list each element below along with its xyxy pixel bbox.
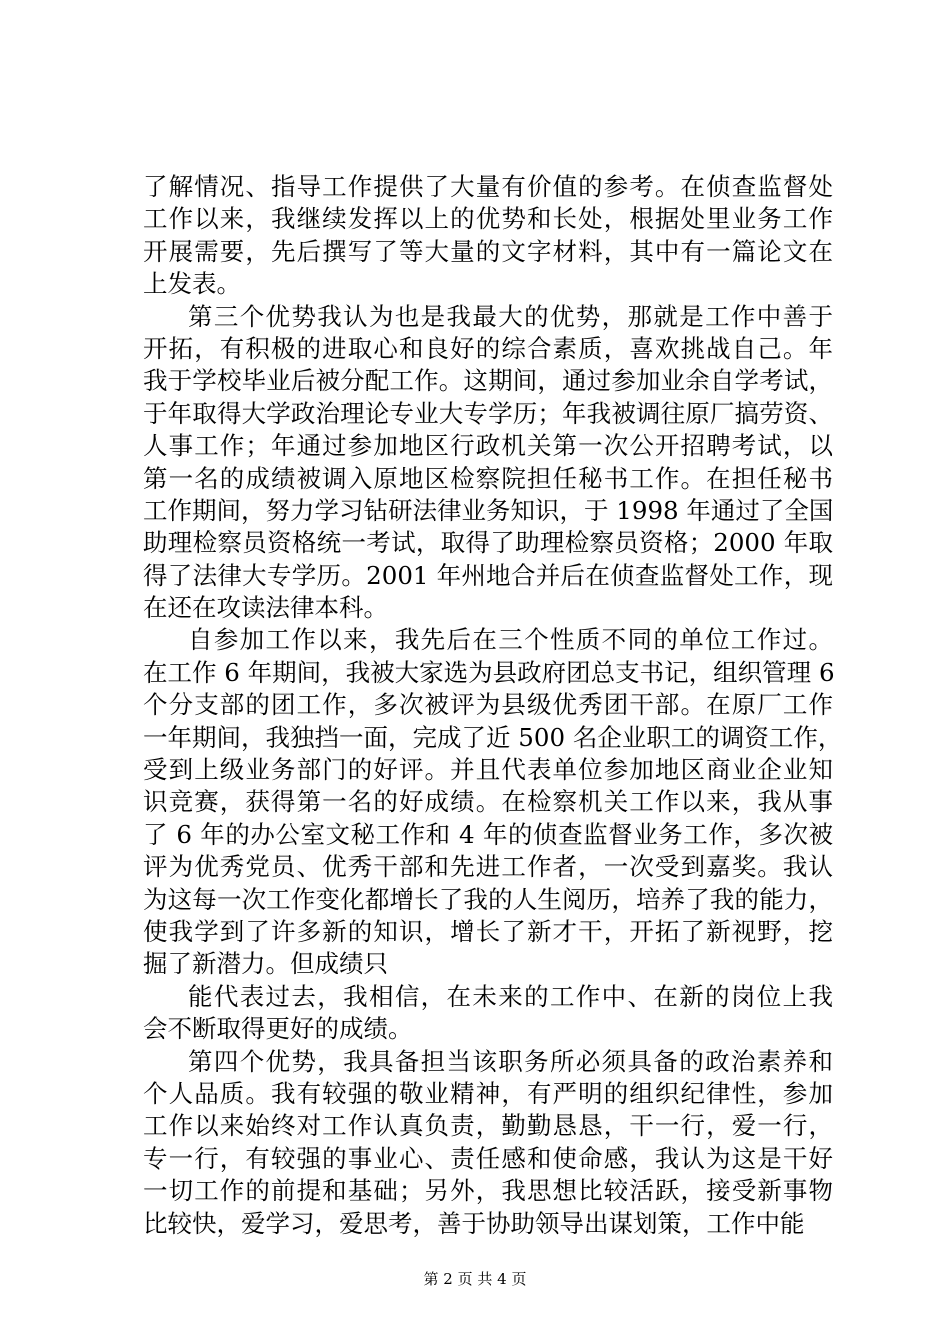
- text-line: 评为优秀党员、优秀干部和先进工作者，一次受到嘉奖。我认: [143, 852, 833, 882]
- text-line: 第一名的成绩被调入原地区检察院担任秘书工作。在担任秘书: [143, 463, 833, 493]
- text-line: 会不断取得更好的成绩。: [143, 1014, 413, 1044]
- text-line: 比较快，爱学习，爱思考，善于协助领导出谋划策，工作中能: [143, 1208, 805, 1238]
- text-line: 自参加工作以来，我先后在三个性质不同的单位工作过。: [188, 625, 833, 655]
- text-line: 第三个优势我认为也是我最大的优势，那就是工作中善于: [188, 301, 833, 331]
- text-line: 个人品质。我有较强的敬业精神，有严明的组织纪律性，参加: [143, 1078, 833, 1108]
- text-line: 掘了新潜力。但成绩只: [143, 949, 388, 979]
- text-line: 一年期间，我独挡一面，完成了近 500 名企业职工的调资工作，: [143, 722, 843, 752]
- text-line: 助理检察员资格统一考试，取得了助理检察员资格；2000 年取: [143, 528, 833, 558]
- text-line: 在工作 6 年期间，我被大家选为县政府团总支书记，组织管理 6: [143, 657, 835, 687]
- paragraph: [143, 301, 833, 625]
- text-line: 工作以来始终对工作认真负责，勤勤恳恳，干一行，爱一行，: [143, 1111, 833, 1141]
- text-line: 个分支部的团工作，多次被评为县级优秀团干部。在原厂工作: [143, 690, 833, 720]
- text-line: 了 6 年的办公室文秘工作和 4 年的侦查监督业务工作，多次被: [143, 819, 833, 849]
- text-line: 识竞赛，获得第一名的好成绩。在检察机关工作以来，我从事: [143, 787, 833, 817]
- page-footer: 第 2 页 共 4 页: [423, 1270, 527, 1288]
- text-line: 开展需要，先后撰写了等大量的文字材料，其中有一篇论文在: [143, 236, 833, 266]
- text-line: 得了法律大专学历。2001 年州地合并后在侦查监督处工作，现: [143, 560, 833, 590]
- text-line: 我于学校毕业后被分配工作。这期间，通过参加业余自学考试，: [143, 366, 833, 396]
- text-line: 工作以来，我继续发挥以上的优势和长处，根据处里业务工作: [143, 204, 833, 234]
- paragraph: [143, 171, 833, 301]
- text-line: 在还在攻读法律本科。: [143, 593, 388, 623]
- text-line: 工作期间，努力学习钻研法律业务知识，于 1998 年通过了全国: [143, 495, 834, 525]
- document-body: [143, 171, 843, 1240]
- text-line: 开拓，有积极的进取心和良好的综合素质，喜欢挑战自己。年: [143, 333, 833, 363]
- text-line: 使我学到了许多新的知识，增长了新才干，开拓了新视野，挖: [143, 916, 833, 946]
- text-line: 为这每一次工作变化都增长了我的人生阅历，培养了我的能力，: [143, 884, 833, 914]
- text-line: 上发表。: [143, 269, 241, 299]
- text-line: 了解情况、指导工作提供了大量有价值的参考。在侦查监督处: [143, 172, 833, 201]
- text-line: 于年取得大学政治理论专业大专学历；年我被调往原厂搞劳资、: [143, 398, 833, 428]
- text-line: 专一行，有较强的事业心、责任感和使命感，我认为这是干好: [143, 1143, 833, 1173]
- text-line: 能代表过去，我相信，在未来的工作中、在新的岗位上我: [188, 981, 833, 1011]
- paragraph: [143, 1046, 833, 1240]
- text-line: 人事工作；年通过参加地区行政机关第一次公开招聘考试，以: [143, 431, 833, 461]
- text-line: 受到上级业务部门的好评。并且代表单位参加地区商业企业知: [143, 755, 833, 785]
- text-line: 第四个优势，我具备担当该职务所必须具备的政治素养和: [188, 1046, 833, 1076]
- paragraph: [143, 981, 833, 1046]
- paragraph: [143, 624, 843, 980]
- text-line: 一切工作的前提和基础；另外，我思想比较活跃，接受新事物: [143, 1176, 833, 1206]
